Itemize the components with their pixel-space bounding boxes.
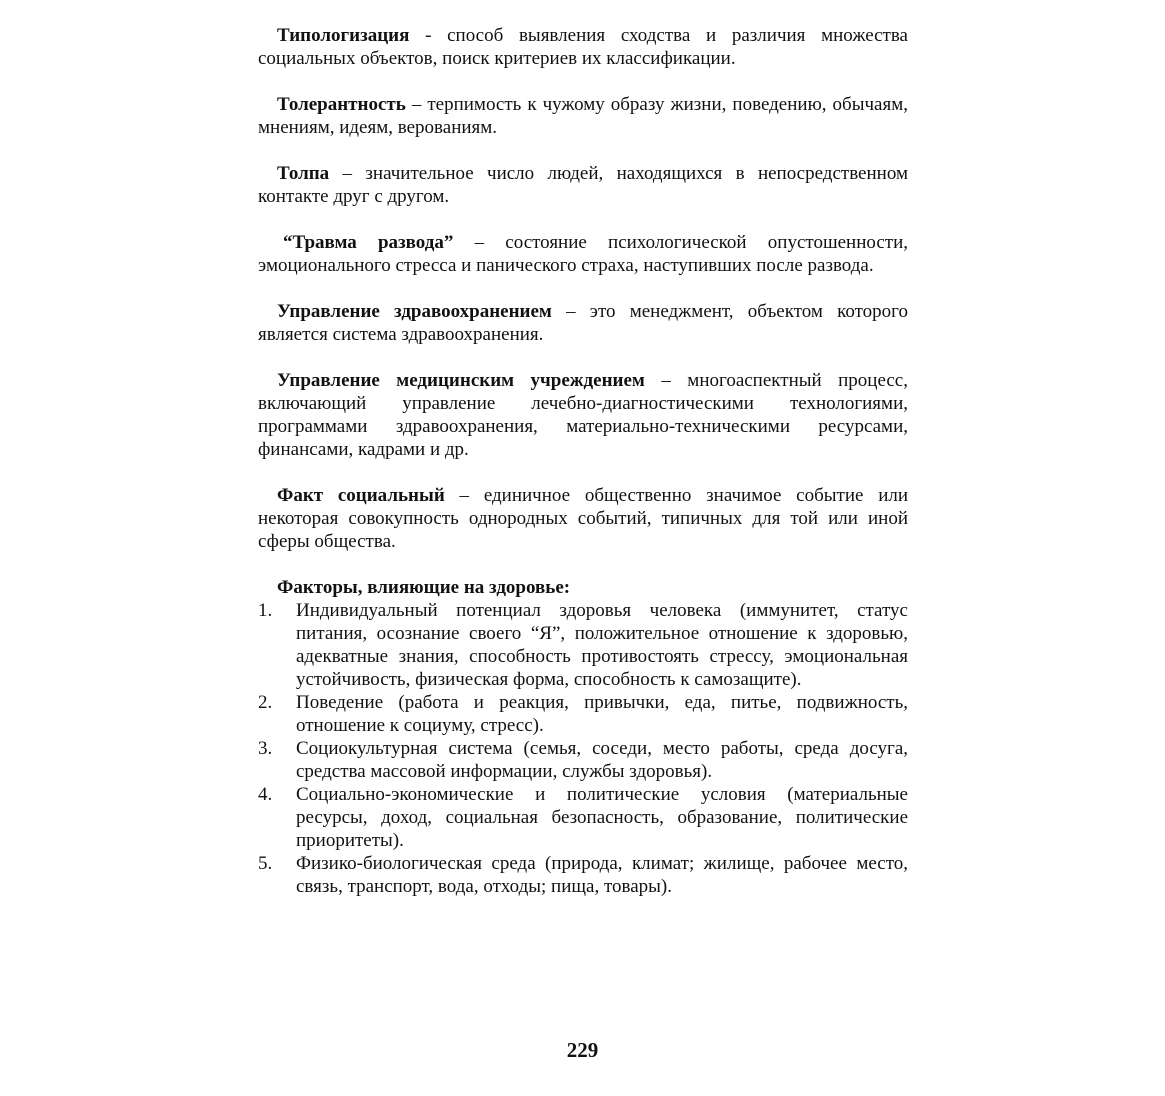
term: Типологизация	[277, 25, 410, 46]
glossary-entry-tolerance	[258, 93, 908, 139]
list-text: Социокультурная система (семья, соседи, место работы, среда досуга, средства массовой информации, службы здоровья).	[296, 738, 908, 782]
glossary-entry-healthcare-management	[258, 300, 908, 346]
list-text: Индивидуальный потенциал здоровья человека (иммунитет, статус питания, осознание своего “Я”, положительное отношение к здоровью, адекватные знания, способность противостоять стрессу, эмоциональная устойчивость, физическая форма, способность к самозащите).	[296, 600, 908, 690]
list-item	[258, 599, 908, 691]
list-text: Поведение (работа и реакция, привычки, еда, питье, подвижность, отношение к социуму, стресс).	[296, 692, 908, 736]
definition: - способ выявления сходства и различия множества социальных объектов, поиск критериев их классификации.	[258, 25, 908, 69]
list-item	[258, 691, 908, 737]
glossary-entry-typologization	[258, 24, 908, 70]
glossary-entry-medical-institution-management	[258, 369, 908, 461]
list-number: 1.	[258, 600, 273, 621]
health-factors-section	[258, 576, 908, 898]
list-number: 3.	[258, 738, 273, 759]
term: Факт социальный	[277, 485, 445, 506]
list-number: 4.	[258, 784, 273, 805]
page-number: 229	[566, 1038, 599, 1062]
list-item	[258, 737, 908, 783]
list-number: 5.	[258, 853, 273, 874]
text-column	[258, 24, 908, 898]
list-text: Социально-экономические и политические условия (материальные ресурсы, доход, социальная безопасность, образование, политические приоритеты).	[296, 784, 908, 851]
section-heading: Факторы, влияющие на здоровье:	[277, 577, 571, 598]
definition: – состояние психологической опустошенности, эмоционального стресса и панического страха, наступивших после развода.	[258, 232, 908, 276]
list-number: 2.	[258, 692, 273, 713]
term: Толерантность	[277, 94, 406, 115]
glossary-entry-social-fact	[258, 484, 908, 553]
definition: – терпимость к чужому образу жизни, поведению, обычаям, мнениям, идеям, верованиям.	[258, 94, 908, 138]
term: Управление медицинским учреждением	[277, 370, 645, 391]
factors-list	[258, 599, 908, 898]
definition: – значительное число людей, находящихся в непосредственном контакте друг с другом.	[258, 163, 908, 207]
term: Управление здравоохранением	[277, 301, 552, 322]
glossary-entry-crowd	[258, 162, 908, 208]
term: Толпа	[277, 163, 330, 184]
glossary-entry-divorce-trauma	[258, 231, 908, 277]
list-text: Физико-биологическая среда (природа, климат; жилище, рабочее место, связь, транспорт, вода, отходы; пища, товары).	[296, 853, 908, 897]
definition: – единичное общественно значимое событие или некоторая совокупность однородных событий, типичных для той или иной сферы общества.	[258, 485, 909, 552]
list-item	[258, 783, 908, 852]
definition: – многоаспектный процесс, включающий управление лечебно-диагностическими технологиями, программами здравоохранения, материально-техническими ресурсами, финансами, кадрами и др.	[258, 370, 908, 460]
definition: – это менеджмент, объектом которого является система здравоохранения.	[258, 301, 908, 345]
list-item	[258, 852, 908, 898]
term: “Травма развода”	[283, 232, 454, 253]
